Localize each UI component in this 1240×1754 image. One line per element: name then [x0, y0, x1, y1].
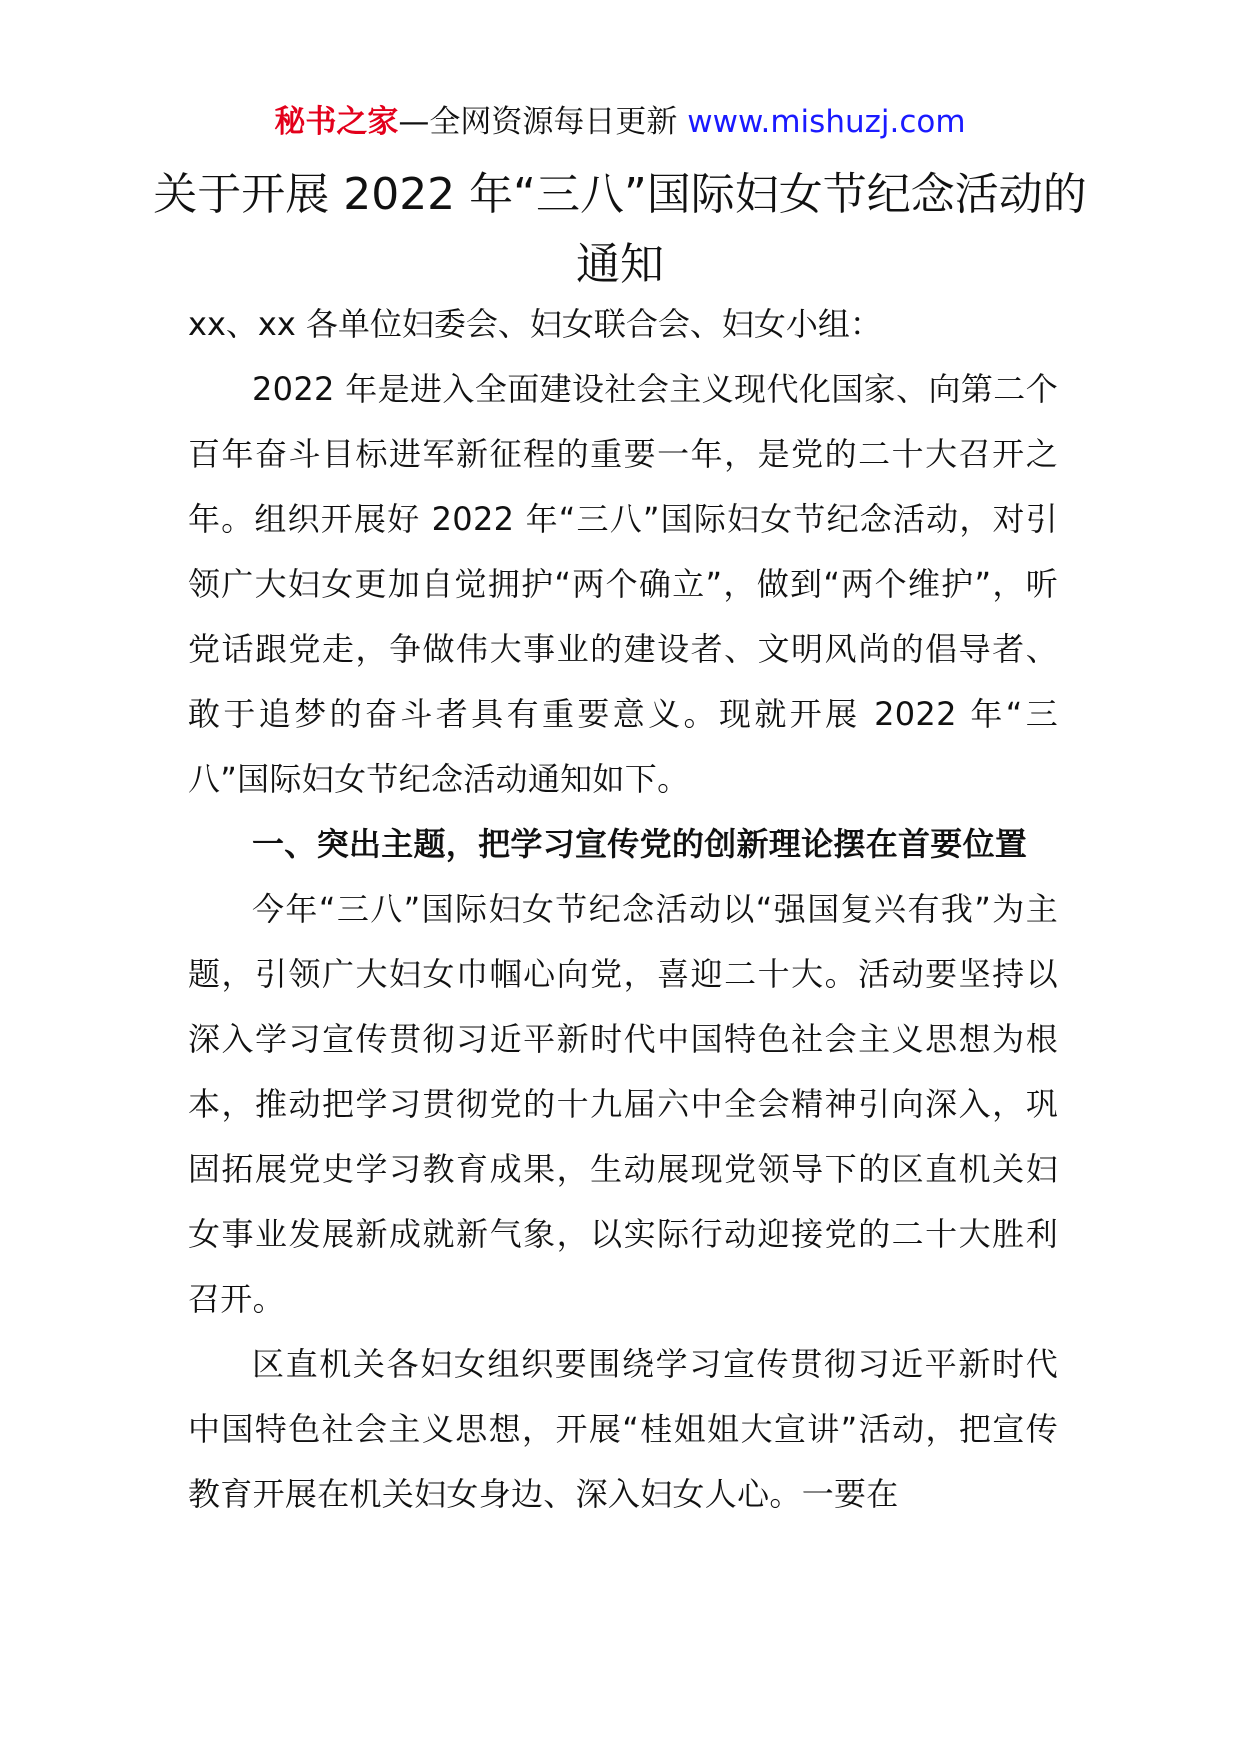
document-title: 关于开展 2022 年“三八”国际妇女节纪念活动的通知 [153, 169, 1087, 290]
salutation: xx、xx 各单位妇委会、妇女联合会、妇女小组： [188, 305, 882, 343]
paragraph-intro: 2022 年是进入全面建设社会主义现代化国家、向第二个百年奋斗目标进军新征程的重要一年，是党的二十大召开之年。组织开展好 2022 年“三八”国际妇女节纪念活动，对引领广大妇女更加自觉拥护“两个确立”，做到“两个维护”，听党话跟党走，争做伟大事业的建设者、文明风尚的倡导者、敢于追梦的奋斗者具有重要意义。现就开展 2022 年“三八”国际妇女节纪念活动通知如下。 [188, 370, 1058, 798]
header-tagline: —全网资源每日更新 [398, 104, 688, 140]
section-heading-1: 一、突出主题，把学习宣传党的创新理论摆在首要位置 [252, 825, 1028, 863]
brand-name: 秘书之家 [274, 104, 399, 140]
watermark-header [0, 100, 1240, 144]
document-body [188, 357, 1058, 1527]
paragraph-theme: 今年“三八”国际妇女节纪念活动以“强国复兴有我”为主题，引领广大妇女巾帼心向党，喜迎二十大。活动要坚持以深入学习宣传贯彻习近平新时代中国特色社会主义思想为根本，推动把学习贯彻党的十九届六中全会精神引向深入，巩固拓展党史学习教育成果，生动展现党领导下的区直机关妇女事业发展新成就新气象，以实际行动迎接党的二十大胜利召开。 [188, 890, 1058, 1318]
paragraph-activities: 区直机关各妇女组织要围绕学习宣传贯彻习近平新时代中国特色社会主义思想，开展“桂姐姐大宣讲”活动，把宣传教育开展在机关妇女身边、深入妇女人心。一要在 [188, 1345, 1058, 1513]
site-url-link[interactable]: www.mishuzj.com [687, 104, 966, 140]
